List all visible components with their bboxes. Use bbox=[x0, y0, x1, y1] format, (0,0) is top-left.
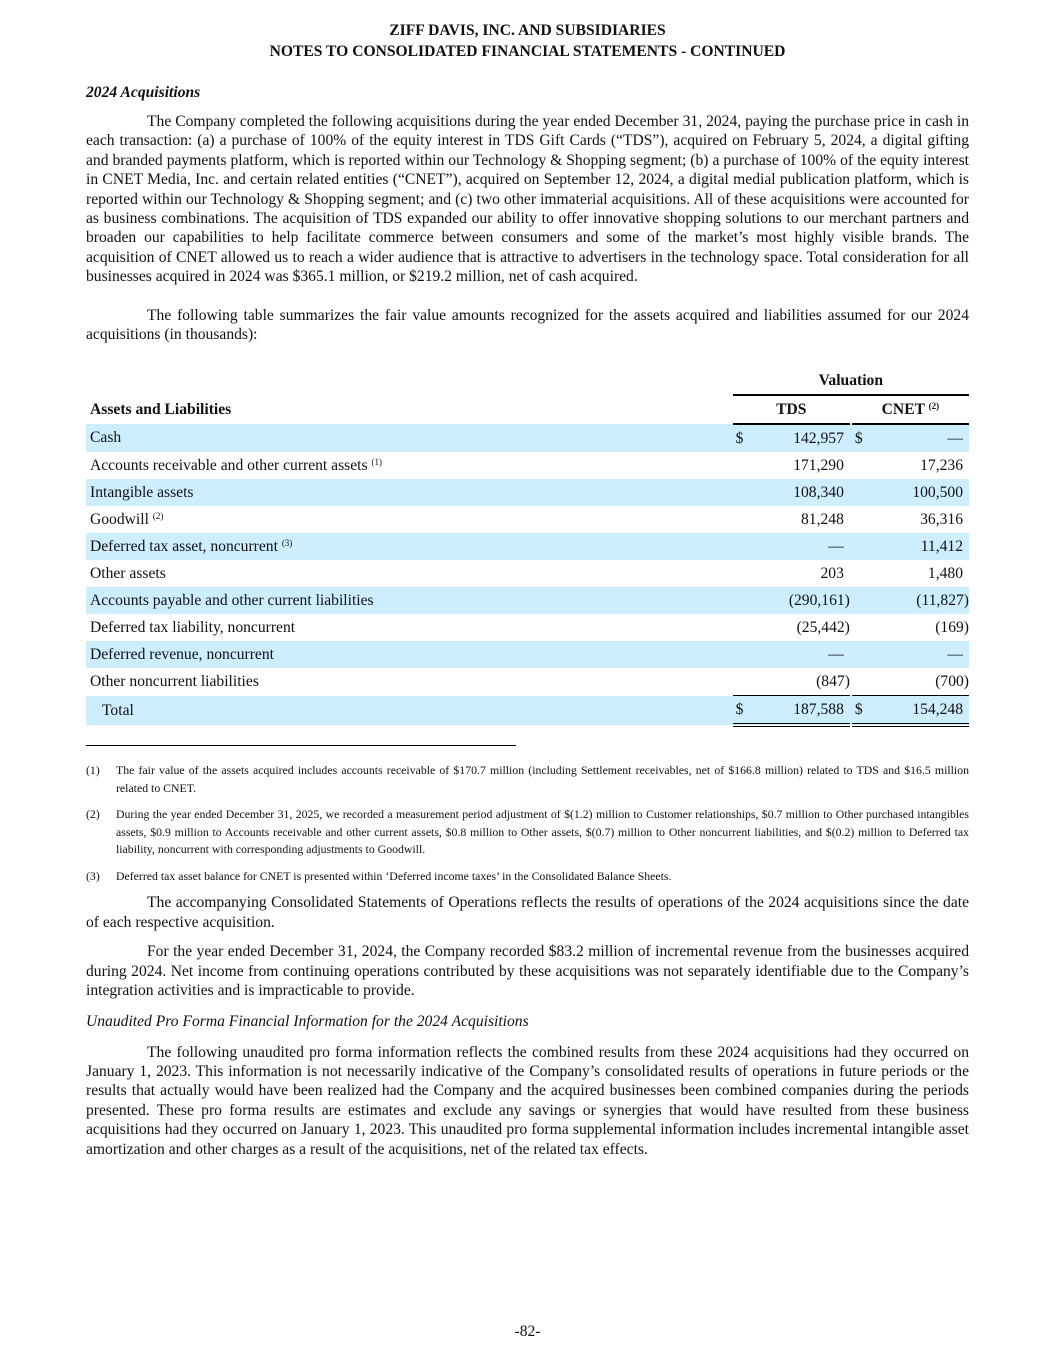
row-label-text: Accounts receivable and other current assets bbox=[90, 456, 368, 474]
row-label bbox=[86, 533, 733, 560]
row-label-text: Cash bbox=[90, 429, 122, 447]
header-cnet-note: (2) bbox=[928, 400, 940, 411]
footnote-item bbox=[86, 868, 969, 886]
header-tds: TDS bbox=[733, 395, 850, 424]
row-label-text: Goodwill bbox=[90, 510, 149, 528]
tds-value: 81,248 bbox=[801, 510, 844, 528]
cnet-value: 36,316 bbox=[920, 510, 963, 528]
revenue-paragraph: For the year ended December 31, 2024, the Company recorded $83.2 million of incremental revenue from the businesses acquired during 2024. Net income from continuing operations contributed by these acquisitions was not separately identifiable due to the Company’s integration activities and is impracticable to provide. bbox=[86, 943, 969, 1000]
row-label bbox=[86, 614, 733, 641]
header-assets-liabilities: Assets and Liabilities bbox=[90, 400, 232, 418]
tds-value: 203 bbox=[820, 564, 844, 582]
tds-currency bbox=[733, 533, 757, 560]
footnote-number: (3) bbox=[86, 868, 100, 883]
cnet-value: 1,480 bbox=[927, 564, 963, 582]
total-cnet-value: 154,248 bbox=[876, 696, 969, 726]
operations-paragraph: The accompanying Consolidated Statements of Operations reflects the results of operations of the 2024 acquisitions since the date of each respective acquisition. bbox=[86, 894, 969, 931]
row-label bbox=[86, 641, 733, 668]
table-intro-paragraph: The following table summarizes the fair value amounts recognized for the assets acquired and liabilities assumed for our 2024 acquisitions (in thousands): bbox=[86, 306, 969, 344]
table-row bbox=[86, 533, 969, 560]
tds-value: (25,442) bbox=[796, 618, 850, 636]
table-row bbox=[86, 424, 969, 452]
cnet-currency bbox=[852, 533, 876, 560]
row-footnote-ref: (2) bbox=[152, 510, 164, 521]
cnet-currency bbox=[852, 587, 876, 614]
tds-value: — bbox=[757, 641, 850, 668]
tds-currency bbox=[733, 479, 757, 506]
header-cnet: CNET $^{(2)}$ bbox=[852, 395, 969, 424]
cnet-value: (700) bbox=[876, 668, 969, 696]
footnote-number: (2) bbox=[86, 807, 100, 822]
table-row bbox=[86, 668, 969, 696]
document-page bbox=[86, 0, 969, 1159]
cnet-value: (11,827) bbox=[876, 587, 969, 614]
row-footnote-ref: (1) bbox=[371, 456, 382, 467]
tds-currency bbox=[733, 641, 757, 668]
row-label bbox=[86, 506, 733, 533]
row-footnote-ref: (3) bbox=[281, 537, 293, 548]
cnet-value: 100,500 bbox=[876, 479, 969, 506]
tds-value: 142,957 bbox=[757, 424, 850, 452]
table-row bbox=[86, 641, 969, 668]
row-label-text: Deferred revenue, noncurrent bbox=[90, 645, 274, 663]
tds-currency bbox=[733, 452, 757, 479]
footnote-number: (1) bbox=[86, 763, 100, 778]
footnote-text: Deferred tax asset balance for CNET is presented within ‘Deferred income taxes’ in the Consolidated Balance Sheets. bbox=[116, 868, 672, 883]
tds-currency bbox=[733, 560, 757, 587]
company-name: ZIFF DAVIS, INC. AND SUBSIDIARIES bbox=[389, 22, 666, 39]
row-label-text: Deferred tax asset, noncurrent bbox=[90, 537, 278, 555]
pro-forma-paragraph: The following unaudited pro forma information reflects the combined results from these 2024 acquisitions had they occurred on January 1, 2023. This information is not necessarily indicative of the Company’s consolidated results of operations in future periods or the results that actually would have been realized had the Company and the acquired businesses been combined companies during the periods presented. These pro forma results are estimates and exclude any savings or synergies that would have resulted from these business acquisitions had they occurred on January 1, 2023. This unaudited pro forma supplemental information includes incremental intangible asset amortization and other charges as a result of the acquisitions, net of the related tax effects. bbox=[86, 1043, 969, 1158]
document-header bbox=[86, 20, 969, 62]
row-label-text: Other noncurrent liabilities bbox=[90, 673, 259, 691]
tds-currency bbox=[733, 668, 757, 696]
intro-paragraph: The Company completed the following acquisitions during the year ended December 31, 2024, paying the purchase price in cash in each transaction: (a) a purchase of 100% of the equity interest in TDS Gift Cards (“TDS”), acquired on February 5, 2024, a digital gifting and branded payments platform, which is reported within our Technology & Shopping segment; (b) a purchase of 100% of the equity interest in CNET Media, Inc. and certain related entities (“CNET”), acquired on September 12, 2024, a digital medial publication platform, which is reported within our Technology & Shopping segment; and (c) two other immaterial acquisitions. All of these acquisitions were accounted for as business combinations. The acquisition of TDS expanded our ability to offer innovative shopping solutions to our merchant partners and broaden our capabilities to help facilitate commerce between consumers and some of the market’s most highly visible brands. The acquisition of CNET allowed us to reach a wider audience that is attractive to advertisers in the technology space. Total consideration for all businesses acquired in 2024 was $365.1 million, or $219.2 million, net of cash acquired. bbox=[86, 113, 969, 286]
row-label-text: Accounts payable and other current liabilities bbox=[90, 591, 374, 609]
pro-forma-subtitle: Unaudited Pro Forma Financial Information for the 2024 Acquisitions bbox=[86, 1012, 529, 1030]
cnet-value: 17,236 bbox=[920, 456, 963, 474]
row-label bbox=[86, 479, 733, 506]
footnote-text: During the year ended December 31, 2025, we recorded a measurement period adjustment of $(1.2) million to Customer relationships, $0.7 million to Other purchased intangibles assets, $0.9 million to Accounts receivable and other current assets, $0.8 million to Other assets, $(0.7) million to Other noncurrent liabilities, and $(0.2) million to Deferred tax liability, noncurrent with corresponding adjustments to Goodwill. bbox=[116, 807, 969, 857]
row-label bbox=[86, 587, 733, 614]
total-label: Total bbox=[86, 696, 733, 726]
table-row bbox=[86, 452, 969, 479]
tds-currency bbox=[733, 587, 757, 614]
footnote-text: The fair value of the assets acquired includes accounts receivable of $170.7 million (including Settlement receivables, net of $166.8 million) related to TDS and $16.5 million related to CNET. bbox=[116, 763, 969, 795]
cnet-currency bbox=[852, 668, 876, 696]
total-tds-currency: $ bbox=[733, 696, 757, 726]
row-label bbox=[86, 452, 733, 479]
table-row-total bbox=[86, 696, 969, 726]
total-cnet-currency: $ bbox=[852, 696, 876, 726]
cnet-currency: $ bbox=[852, 424, 876, 452]
row-label bbox=[86, 424, 733, 452]
cnet-value: — bbox=[876, 424, 969, 452]
row-label-text: Intangible assets bbox=[90, 483, 194, 501]
tds-value: (847) bbox=[757, 668, 850, 696]
table-row bbox=[86, 614, 969, 641]
row-label bbox=[86, 668, 733, 696]
cnet-currency bbox=[852, 479, 876, 506]
table-row bbox=[86, 479, 969, 506]
cnet-value: — bbox=[876, 641, 969, 668]
table-row bbox=[86, 506, 969, 533]
row-label-text: Deferred tax liability, noncurrent bbox=[90, 618, 296, 636]
footnote-item bbox=[86, 762, 969, 797]
cnet-value: 11,412 bbox=[876, 533, 969, 560]
footnotes bbox=[86, 762, 969, 885]
total-tds-value: 187,588 bbox=[757, 696, 850, 726]
row-label-text: Other assets bbox=[90, 564, 166, 582]
tds-currency bbox=[733, 506, 757, 533]
table-header-row bbox=[86, 395, 969, 424]
cnet-currency bbox=[852, 614, 876, 641]
cnet-value: (169) bbox=[935, 618, 969, 636]
table-row bbox=[86, 560, 969, 587]
notes-title: NOTES TO CONSOLIDATED FINANCIAL STATEMENTS - CONTINUED bbox=[269, 43, 786, 60]
tds-currency bbox=[733, 614, 757, 641]
tds-value: 171,290 bbox=[793, 456, 844, 474]
cnet-currency bbox=[852, 560, 876, 587]
cnet-currency bbox=[852, 452, 876, 479]
section-title: 2024 Acquisitions bbox=[86, 84, 201, 101]
cnet-currency bbox=[852, 641, 876, 668]
tds-value: — bbox=[757, 533, 850, 560]
row-label bbox=[86, 560, 733, 587]
tds-currency: $ bbox=[733, 424, 757, 452]
footnote-divider bbox=[86, 745, 516, 746]
valuation-header: Valuation bbox=[733, 367, 969, 395]
footnote-item bbox=[86, 806, 969, 859]
table-group-header-row bbox=[86, 367, 969, 395]
cnet-currency bbox=[852, 506, 876, 533]
page-number: -82- bbox=[514, 1323, 541, 1340]
tds-value: 108,340 bbox=[757, 479, 850, 506]
fair-value-table bbox=[86, 367, 969, 727]
tds-value: (290,161) bbox=[757, 587, 850, 614]
table-row bbox=[86, 587, 969, 614]
